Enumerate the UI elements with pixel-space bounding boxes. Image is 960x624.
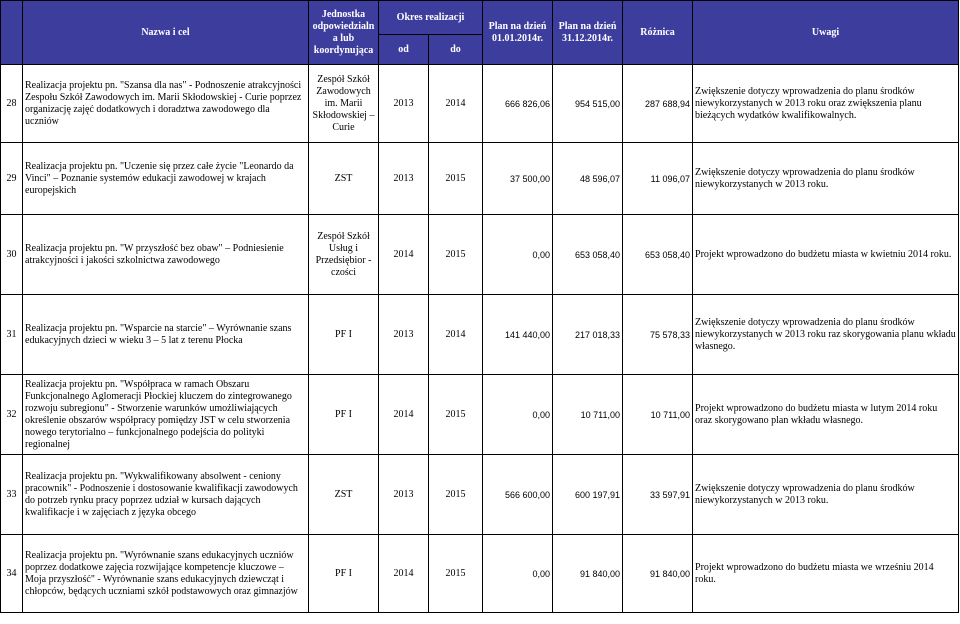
row-name: Realizacja projektu pn. "Szansa dla nas" - Podnoszenie atrakcyjności Zespołu Szkół Zawodowych im. Marii Skłodowskiej - Curie poprzez organizację zajęć dodatkowych i doradztwa zawodowego dla uczniów	[23, 65, 309, 143]
row-unit: ZST	[309, 455, 379, 535]
row-plan-end: 217 018,33	[553, 295, 623, 375]
row-from: 2014	[379, 215, 429, 295]
table-row	[1, 455, 959, 535]
header-row-1	[1, 1, 959, 35]
table-row	[1, 65, 959, 143]
row-notes: Projekt wprowadzono do budżetu miasta w kwietniu 2014 roku.	[693, 215, 959, 295]
row-name: Realizacja projektu pn. "Wykwalifikowany absolwent - ceniony pracownik" - Podnoszenie i dostosowanie kwalifikacji zawodowych do potrzeb rynku pracy poprzez udział w kursach dających kwalifikacje i w zajęciach z języka obcego	[23, 455, 309, 535]
row-plan-end: 48 596,07	[553, 143, 623, 215]
table-row	[1, 295, 959, 375]
row-from: 2014	[379, 535, 429, 613]
row-notes: Projekt wprowadzono do budżetu miasta w lutym 2014 roku oraz skorygowano plan wkładu własnego.	[693, 375, 959, 455]
row-lp: 30	[1, 215, 23, 295]
row-plan-start: 666 826,06	[483, 65, 553, 143]
row-from: 2013	[379, 455, 429, 535]
row-name: Realizacja projektu pn. "Wsparcie na starcie" – Wyrównanie szans edukacyjnych dzieci w wieku 3 – 5 lat z terenu Płocka	[23, 295, 309, 375]
row-diff: 287 688,94	[623, 65, 693, 143]
table-row	[1, 375, 959, 455]
row-plan-start: 0,00	[483, 215, 553, 295]
row-plan-end: 10 711,00	[553, 375, 623, 455]
header-unit: Jednostka odpowiedzialn a lub koordynująca	[309, 1, 379, 65]
row-to: 2014	[429, 65, 483, 143]
row-unit: Zespół Szkół Usług i Przedsiębior - czości	[309, 215, 379, 295]
row-name: Realizacja projektu pn. "Uczenie się przez całe życie "Leonardo da Vinci" – Poznanie systemów edukacji zawodowej w krajach europejskich	[23, 143, 309, 215]
row-lp: 34	[1, 535, 23, 613]
row-notes: Zwiększenie dotyczy wprowadzenia do planu środków niewykorzystanych w 2013 roku.	[693, 143, 959, 215]
row-unit: Zespół Szkół Zawodowych im. Marii Skłodowskiej – Curie	[309, 65, 379, 143]
row-plan-start: 566 600,00	[483, 455, 553, 535]
table-row	[1, 143, 959, 215]
header-name: Nazwa i cel	[23, 1, 309, 65]
header-from: od	[379, 35, 429, 65]
row-to: 2015	[429, 375, 483, 455]
row-notes: Projekt wprowadzono do budżetu miasta we wrześniu 2014 roku.	[693, 535, 959, 613]
row-plan-end: 653 058,40	[553, 215, 623, 295]
row-diff: 11 096,07	[623, 143, 693, 215]
header-lp	[1, 1, 23, 65]
row-from: 2013	[379, 295, 429, 375]
row-diff: 33 597,91	[623, 455, 693, 535]
row-unit: ZST	[309, 143, 379, 215]
row-notes: Zwiększenie dotyczy wprowadzenia do planu środków niewykorzystanych w 2013 roku oraz zwiększenia planu bieżących wydatków kwalifikowalnych.	[693, 65, 959, 143]
row-plan-start: 0,00	[483, 535, 553, 613]
header-period: Okres realizacji	[379, 1, 483, 35]
row-plan-end: 91 840,00	[553, 535, 623, 613]
row-to: 2015	[429, 215, 483, 295]
row-to: 2014	[429, 295, 483, 375]
header-to: do	[429, 35, 483, 65]
row-name: Realizacja projektu pn. "Współpraca w ramach Obszaru Funkcjonalnego Aglomeracji Płockiej kluczem do zintegrowanego rozwoju subregionu" - Stworzenie warunków umożliwiających określenie obszarów współpracy pomiędzy JST w celu stworzenia nowego terytorialno – funkcjonalnego podejścia do polityki regionalnej	[23, 375, 309, 455]
row-lp: 33	[1, 455, 23, 535]
header-plan-start: Plan na dzień 01.01.2014r.	[483, 1, 553, 65]
row-lp: 29	[1, 143, 23, 215]
row-from: 2014	[379, 375, 429, 455]
row-diff: 75 578,33	[623, 295, 693, 375]
row-diff: 10 711,00	[623, 375, 693, 455]
row-notes: Zwiększenie dotyczy wprowadzenia do planu środków niewykorzystanych w 2013 roku raz skorygowania planu wkładu własnego.	[693, 295, 959, 375]
row-plan-end: 954 515,00	[553, 65, 623, 143]
table-row	[1, 535, 959, 613]
row-to: 2015	[429, 143, 483, 215]
row-to: 2015	[429, 455, 483, 535]
row-diff: 91 840,00	[623, 535, 693, 613]
header-diff: Różnica	[623, 1, 693, 65]
row-diff: 653 058,40	[623, 215, 693, 295]
row-plan-start: 37 500,00	[483, 143, 553, 215]
row-from: 2013	[379, 65, 429, 143]
row-plan-start: 0,00	[483, 375, 553, 455]
row-lp: 28	[1, 65, 23, 143]
header-notes: Uwagi	[693, 1, 959, 65]
row-to: 2015	[429, 535, 483, 613]
row-from: 2013	[379, 143, 429, 215]
row-unit: PF I	[309, 295, 379, 375]
table-row	[1, 215, 959, 295]
header-plan-end: Plan na dzień 31.12.2014r.	[553, 1, 623, 65]
row-name: Realizacja projektu pn. "Wyrównanie szans edukacyjnych uczniów poprzez dodatkowe zajęcia rozwijające kompetencje kluczowe – Moja przyszłość" - Wyrównanie szans edukacyjnych dziewcząt i chłopców, będących uczniami szkół podstawowych oraz gimnazjów	[23, 535, 309, 613]
row-notes: Zwiększenie dotyczy wprowadzenia do planu środków niewykorzystanych w 2013 roku.	[693, 455, 959, 535]
row-unit: PF I	[309, 535, 379, 613]
row-lp: 31	[1, 295, 23, 375]
row-unit: PF I	[309, 375, 379, 455]
row-lp: 32	[1, 375, 23, 455]
row-name: Realizacja projektu pn. "W przyszłość bez obaw" – Podniesienie atrakcyjności i jakości szkolnictwa zawodowego	[23, 215, 309, 295]
row-plan-start: 141 440,00	[483, 295, 553, 375]
row-plan-end: 600 197,91	[553, 455, 623, 535]
